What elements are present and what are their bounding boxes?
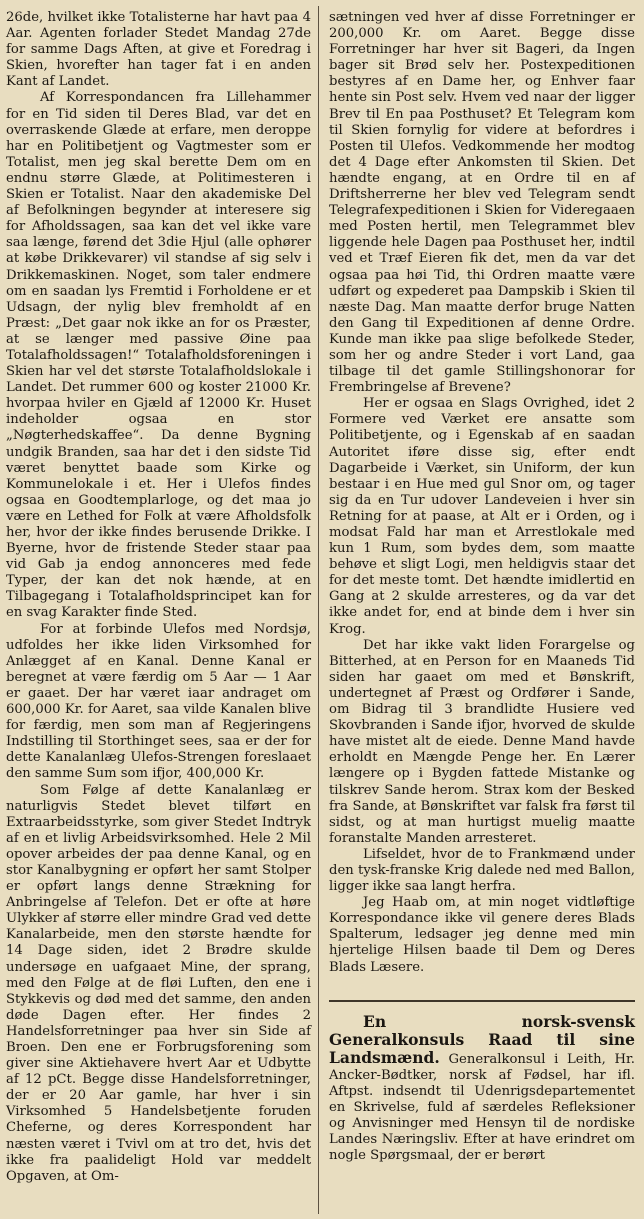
right-column <box>329 10 635 1164</box>
paragraph-fraud-petition: Det har ikke vakt liden Forargelse og Bitterhed, at en Person for en Maaneds Tid siden har gaaet om med et Bønskrift, undertegnet af Præst og Ordfører i Sande, om Bidrag til 3 brandlidte Husiere ved Skovbranden i Sande ifjor, hvorved de skulde have mistet alt de eiede. Denne Mand havde erholdt en Mængde Penge her. En Lærer længere op i Bygden fattede Mistanke og tilskrev Sande herom. Strax kom der Besked fra Sande, at Bønskriftet var falsk fra først til sidst, og at man hurtigst muelig maatte foranstalte Manden arresteret. <box>329 637 635 846</box>
paragraph-lillehammer-correspondence: Af Korrespondancen fra Lillehammer for en Tid siden til Deres Blad, var det en overraskende Glæde at erfare, men deroppe har en Politibetjent og Vagtmester som er Totalist, men jeg skal berette Dem om en endnu større Glæde, at Politimesteren i Skien er Totalist. Naar den akademiske Del af Befolkningen begynder at interesere sig for Afholdssagen, saa kan det vel ikke vare saa længe, førend det 3die Hjul (alle ophører at købe Drikkevarer) vil standse af sig selv i Drikkemaskinen. Noget, som taler endmere om en saadan lys Fremtid i Forholdene er et Udsagn, der nylig blev fremholdt af en Præst: „Det gaar nok ikke an for os Præster, at se længer med passive Øine paa Totalafholdssagen!“ Totalafholdsforeningen i Skien har vel det største Totalafholdslokale i Landet. Det rummer 600 og koster 21000 Kr. hvorpaa hviler en Gjæld af 12000 Kr. Huset indeholder ogsaa en stor „Nøgterhedskaffee“. Da denne Bygning undgik Branden, saa har det i den sidste Tid været benyttet baade som Kirke og Kommunelokale i et. Her i Ulefos findes ogsaa en Goodtemplarloge, og det maa jo være en Lethed for Folk at være Afholdsfolk her, hvor der ikke findes berusende Drikke. I Byerne, hvor de fristende Steder staar paa vid Gab ja endog annonceres med fede Typer, der kan det nok hænde, at en Tilbagegang i Totalafholdsprincipet kan for en svag Karakter finde Sted. <box>6 90 311 621</box>
paragraph-local-authority: Her er ogsaa en Slags Ovrighed, idet 2 Formere ved Værket ere ansatte som Politibetjente, og i Egenskab af en saadan Autoritet iføre disse sig, efter endt Dagarbeide i Værket, sin Uniform, der kun bestaar i en Hue med gul Snor om, og tager sig da en Tur udover Landeveien i hver sin Retning for at paase, at Alt er i Orden, og i modsat Fald har man et Arrestlokale med kun 1 Rum, som bydes dem, som maatte behøve et sligt Logi, men heldigvis staar det for det meste tomt. Det hændte imidlertid en Gang at 2 skulde arresteres, og da var det ikke andet for, end at binde dem i hver sin Krog. <box>329 396 635 637</box>
paragraph-balloon-site: Lifseldet, hvor de to Frankmænd under den tysk-franske Krig dalede ned med Ballon, ligger ikke saa langt herfra. <box>329 846 635 895</box>
article-consul-advice <box>329 1011 635 1165</box>
column-divider <box>318 6 319 1214</box>
left-column <box>6 10 311 1185</box>
paragraph-closing-greeting: Jeg Haab om, at min noget vidtløftige Korrespondance ikke vil genere deres Blads Spalterum, ledsager jeg denne med min hjertelige Hilsen baade til Dem og Deres Blads Læsere. <box>329 895 635 975</box>
paragraph-agent-departure: 26de, hvilket ikke Totalisterne har havt paa 4 Aar. Agenten forlader Stedet Mandag 27de for samme Dags Aften, at give et Foredrag i Skien, hvorefter han tager fat i en anden Kant af Landet. <box>6 10 311 90</box>
article-headline: En norsk-svensk Generalkonsuls Raad til sine Landsmænd. <box>329 1011 635 1067</box>
paragraph-post-expedition: sætningen ved hver af disse Forretninger er 200,000 Kr. om Aaret. Begge disse Forretninger har hver sit Bageri, da Ingen bager sit Brød selv her. Postexpeditionen bestyres af en Dame her, og Enhver faar hente sin Post selv. Hvem ved naar der ligger Brev til En paa Posthuset? Et Telegram kom til Skien fornylig for videre at befordres i Posten til Ulefos. Vedkommende her modtog det 4 Dage efter Ankomsten til Skien. Det hændte engang, at en Ordre til en af Driftsherrerne her blev ved Telegram sendt Telegrafexpeditionen i Skien for Videregaaen med Posten hertil, men Telegrammet blev liggende hele Dagen paa Posthuset her, indtil ved et Træf Eieren fik det, men da var det ogsaa paa høi Tid, thi Ordren maatte være udført og expederet paa Dampskib i Skien til næste Dag. Man maatte derfor bruge Natten den Gang til Expeditionen af denne Ordre. Kunde man ikke paa slige befolkede Steder, som her og andre Steder i vort Land, gaa tilbage til det gamle Stillingshonorar for Frembringelse af Brevene? <box>329 10 635 396</box>
paragraph-canal-consequences: Som Følge af dette Kanalanlæg er naturligvis Stedet blevet tilført en Extraarbeidsstyrke, som giver Stedet Indtryk af en et livlig Arbeidsvirksomhed. Hele 2 Mil opover arbeides der paa denne Kanal, og en stor Kanalbygning er opført her samt Stolper er opført langs denne Strækning for Anbringelse af Telefon. Det er ofte at høre Ulykker af større eller mindre Grad ved dette Kanalarbeide, men den største hændte for 14 Dage siden, idet 2 Brødre skulde undersøge en uafgaaet Mine, der sprang, med den Følge at de fløi Luften, den ene i Stykkevis og død med det samme, den anden døde Dagen efter. Her findes 2 Handelsforretninger paa hver sin Side af Broen. Den ene er Forbrugsforening som giver sine Aktiehavere hvert Aar et Udbytte af 12 pCt. Begge disse Handelsforretninger, der er 20 Aar gamle, har hver i sin Virksomhed 5 Handelsbetjente foruden Cheferne, og deres Korrespondent har næsten været i Tvivl om at tro det, hvis det ikke fra paalideligt Hold var meddelt Opgaven, at Om- <box>6 782 311 1184</box>
article-separator <box>329 1000 635 1002</box>
article-body: Generalkonsul i Leith, Hr. Ancker-Bødtker, norsk af Fødsel, har ifl. Aftpst. indsendt til Udenrigsdepartementet en Skrivelse, fuld af særdeles Refleksioner og Anvisninger med Hensyn til de nordiske Landes Næringsliv. Efter at have erindret om nogle Spørgsmaal, der er berørt <box>329 1051 635 1164</box>
paragraph-canal-construction: For at forbinde Ulefos med Nordsjø, udfoldes her ikke liden Virksomhed for Anlægget af en Kanal. Denne Kanal er beregnet at være færdig om 5 Aar — 1 Aar er gaaet. Der har været iaar andraget om 600,000 Kr. for Aaret, saa vilde Kanalen blive for færdig, men som man af Regjeringens Indstilling til Storthinget sees, saa er der for dette Kanalanlæg Ulefos-Strengen foreslaaet den samme Sum som ifjor, 400,000 Kr. <box>6 621 311 782</box>
